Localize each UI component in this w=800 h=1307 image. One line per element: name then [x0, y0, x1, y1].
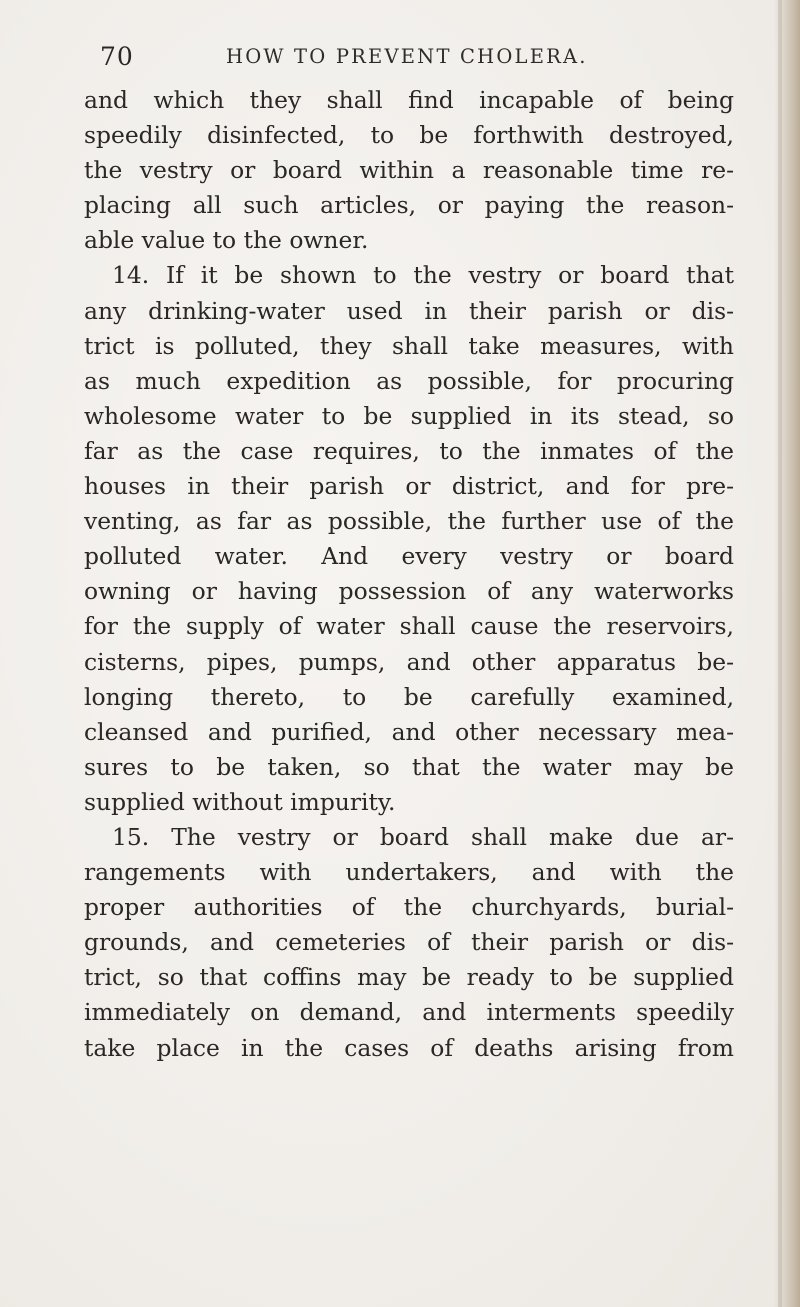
page-edge-line: [778, 0, 782, 1307]
text-line: houses in their parish or district, and for pre-: [84, 472, 734, 501]
text-line: trict, so that coffins may be ready to be supplied: [84, 963, 734, 992]
text-line: proper authorities of the churchyards, burial-: [84, 893, 734, 922]
text-line: able value to the owner.: [84, 226, 369, 255]
text-line: polluted water. And every vestry or board: [84, 542, 734, 571]
page-number: 70: [100, 42, 134, 71]
text-line: take place in the cases of deaths arising from: [84, 1033, 734, 1062]
text-line: speedily disinfected, to be forthwith destroyed,: [84, 121, 734, 150]
text-line: for the supply of water shall cause the reservoirs,: [84, 612, 734, 641]
text-line: as much expedition as possible, for procuring: [84, 366, 734, 395]
text-line: and which they shall find incapable of being: [84, 86, 734, 114]
text-line: any drinking-water used in their parish or dis-: [84, 296, 734, 325]
text-line: placing all such articles, or paying the reason-: [84, 191, 734, 220]
text-line: grounds, and cemeteries of their parish or dis-: [84, 928, 734, 957]
text-line: owning or having possession of any waterworks: [84, 577, 734, 606]
text-line: cleansed and purified, and other necessary mea-: [84, 717, 734, 746]
text-line: cisterns, pipes, pumps, and other apparatus be-: [84, 647, 734, 676]
text-line: the vestry or board within a reasonable time re-: [84, 156, 734, 185]
text-line: wholesome water to be supplied in its stead, so: [84, 401, 734, 430]
text-line: trict is polluted, they shall take measures, with: [84, 331, 734, 360]
page-header: [94, 42, 714, 82]
text-line: venting, as far as possible, the further use of the: [84, 507, 734, 536]
text-line: 15. The vestry or board shall make due ar-: [112, 822, 734, 851]
text-line: 14. If it be shown to the vestry or board that: [112, 261, 734, 290]
body-text: [84, 83, 734, 1066]
text-line: far as the case requires, to the inmates of the: [84, 436, 734, 465]
text-line: supplied without impurity.: [84, 787, 396, 816]
text-line: longing thereto, to be carefully examined,: [84, 682, 734, 711]
text-line: sures to be taken, so that the water may be: [84, 752, 734, 781]
running-head: HOW TO PREVENT CHOLERA.: [226, 45, 588, 68]
text-line: immediately on demand, and interments speedily: [84, 998, 734, 1027]
text-line: rangements with undertakers, and with the: [84, 858, 734, 887]
